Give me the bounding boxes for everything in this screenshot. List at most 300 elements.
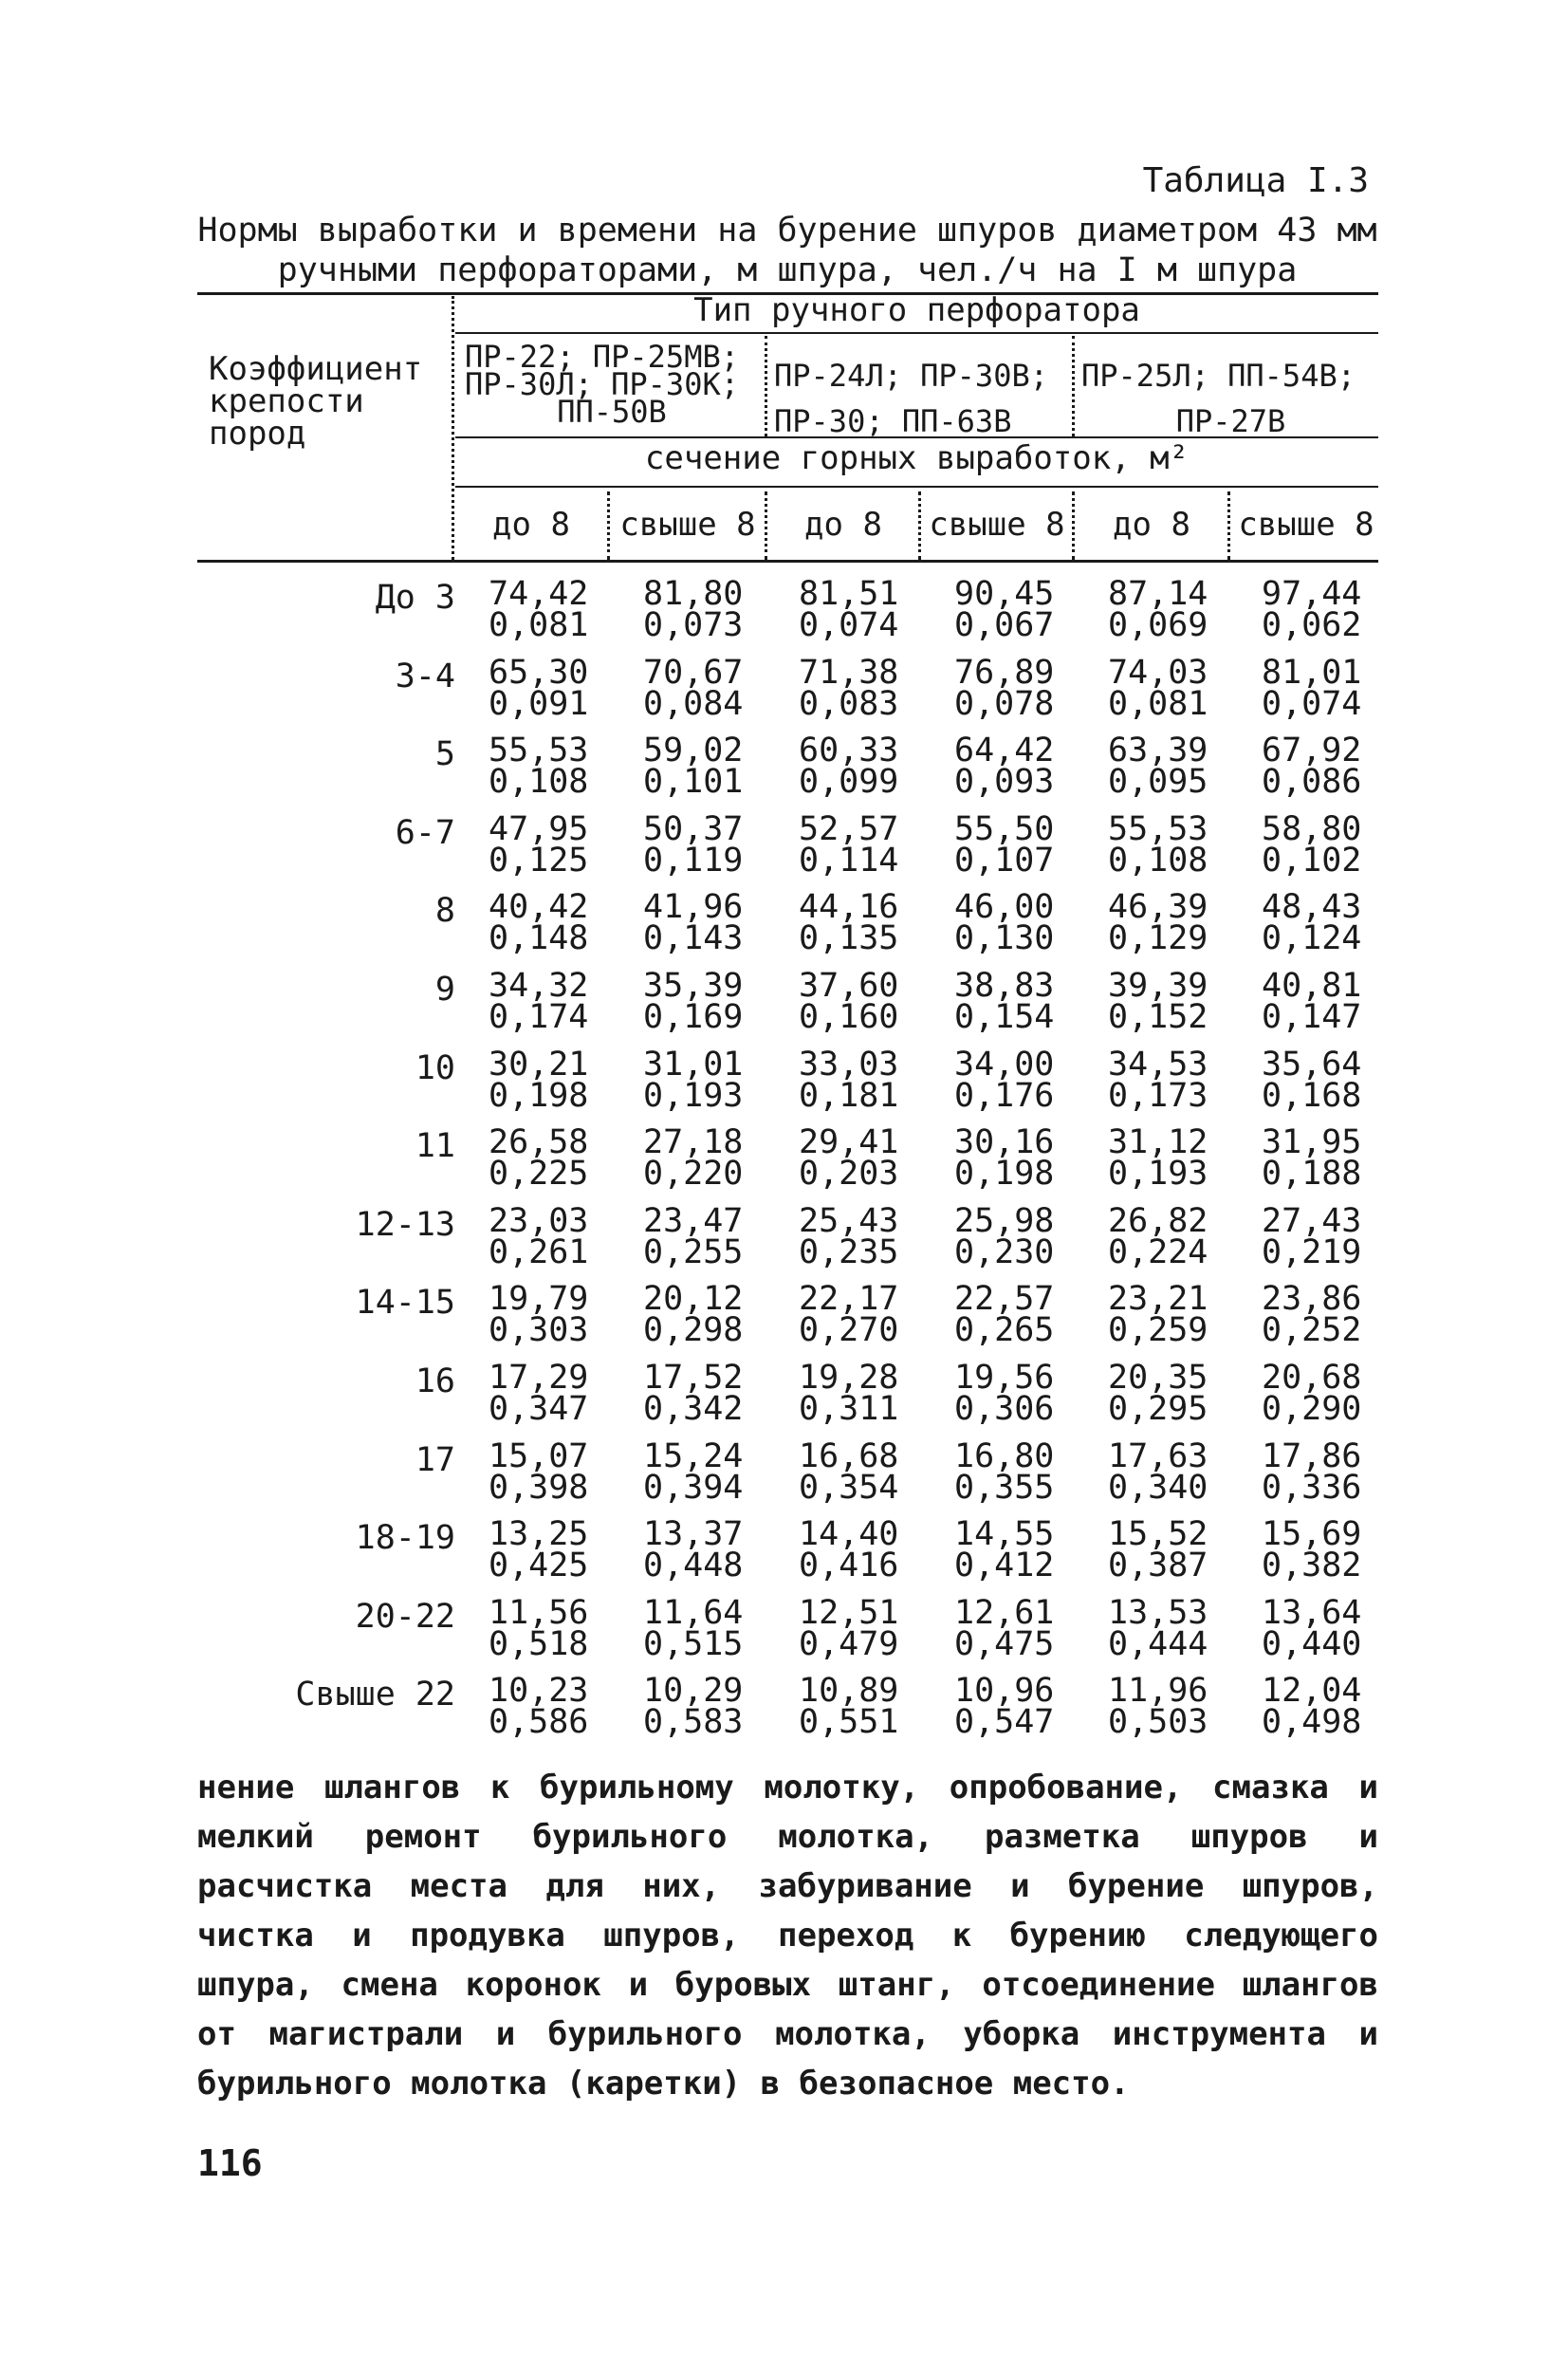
header-separator-main bbox=[452, 296, 454, 560]
norm-value: 55,50 bbox=[954, 810, 1055, 848]
table-cell bbox=[1262, 1123, 1404, 1193]
norm-value: 47,95 bbox=[489, 810, 589, 848]
norm-value: 12,61 bbox=[954, 1594, 1055, 1632]
time-value: 0,252 bbox=[1262, 1311, 1362, 1349]
table-cell bbox=[1262, 1359, 1404, 1428]
table-cell bbox=[799, 575, 941, 644]
norm-value: 17,86 bbox=[1262, 1437, 1362, 1475]
table-cell bbox=[1108, 1672, 1250, 1741]
table-cell bbox=[799, 810, 941, 880]
norm-value: 37,60 bbox=[799, 967, 899, 1005]
time-value: 0,425 bbox=[489, 1547, 589, 1584]
time-value: 0,203 bbox=[799, 1155, 899, 1193]
time-value: 0,130 bbox=[954, 919, 1055, 957]
row-label: 14-15 bbox=[355, 1284, 455, 1322]
perforator-group-3: ПР-25Л; ПП-54В; ПР-27В bbox=[1081, 358, 1356, 439]
norm-value: 34,53 bbox=[1108, 1046, 1208, 1084]
table-cell bbox=[799, 888, 941, 957]
norm-value: 15,24 bbox=[643, 1437, 744, 1475]
norm-value: 15,52 bbox=[1108, 1515, 1208, 1553]
time-value: 0,551 bbox=[799, 1703, 899, 1741]
table-cell bbox=[954, 1046, 1097, 1115]
table-cell bbox=[1262, 1202, 1404, 1271]
time-value: 0,198 bbox=[489, 1077, 589, 1115]
norm-value: 17,52 bbox=[643, 1359, 744, 1397]
time-value: 0,174 bbox=[489, 998, 589, 1036]
norm-value: 81,01 bbox=[1262, 654, 1362, 692]
table-cell bbox=[643, 1437, 785, 1507]
table-cell bbox=[954, 967, 1097, 1036]
time-value: 0,503 bbox=[1108, 1703, 1208, 1741]
header-separator-sub-2 bbox=[765, 491, 767, 560]
sub-header-6: свыше 8 bbox=[1238, 506, 1374, 544]
table-cell bbox=[489, 575, 631, 644]
table-cell bbox=[799, 1123, 941, 1193]
time-value: 0,125 bbox=[489, 842, 589, 880]
norm-value: 81,80 bbox=[643, 575, 744, 613]
time-value: 0,198 bbox=[954, 1155, 1055, 1193]
time-value: 0,354 bbox=[799, 1469, 899, 1507]
time-value: 0,107 bbox=[954, 842, 1055, 880]
norm-value: 19,79 bbox=[489, 1280, 589, 1318]
norm-value: 13,64 bbox=[1262, 1594, 1362, 1632]
time-value: 0,119 bbox=[643, 842, 744, 880]
norm-value: 40,81 bbox=[1262, 967, 1362, 1005]
table-cell bbox=[954, 1437, 1097, 1507]
time-value: 0,518 bbox=[489, 1625, 589, 1663]
time-value: 0,259 bbox=[1108, 1311, 1208, 1349]
table-cell bbox=[1108, 575, 1250, 644]
time-value: 0,124 bbox=[1262, 919, 1362, 957]
table-cell bbox=[799, 1672, 941, 1741]
table-cell bbox=[954, 575, 1097, 644]
time-value: 0,108 bbox=[1108, 842, 1208, 880]
time-value: 0,416 bbox=[799, 1547, 899, 1584]
perforator-group-2: ПР-24Л; ПР-30В; ПР-30; ПП-63В bbox=[774, 358, 1048, 439]
time-value: 0,176 bbox=[954, 1077, 1055, 1115]
time-value: 0,093 bbox=[954, 763, 1055, 801]
norm-value: 12,04 bbox=[1262, 1672, 1362, 1710]
norm-value: 17,63 bbox=[1108, 1437, 1208, 1475]
norm-value: 10,29 bbox=[643, 1672, 744, 1710]
time-value: 0,270 bbox=[799, 1311, 899, 1349]
time-value: 0,340 bbox=[1108, 1469, 1208, 1507]
time-value: 0,193 bbox=[1108, 1155, 1208, 1193]
norm-value: 59,02 bbox=[643, 732, 744, 769]
norm-value: 10,89 bbox=[799, 1672, 899, 1710]
sub-header-4: свыше 8 bbox=[929, 506, 1065, 544]
norm-value: 20,35 bbox=[1108, 1359, 1208, 1397]
time-value: 0,475 bbox=[954, 1625, 1055, 1663]
norm-value: 25,98 bbox=[954, 1202, 1055, 1240]
time-value: 0,193 bbox=[643, 1077, 744, 1115]
table-cell bbox=[799, 654, 941, 723]
norm-value: 55,53 bbox=[1108, 810, 1208, 848]
table-cell bbox=[489, 1123, 631, 1193]
table-cell bbox=[643, 810, 785, 880]
norm-value: 65,30 bbox=[489, 654, 589, 692]
table-cell bbox=[489, 1359, 631, 1428]
time-value: 0,074 bbox=[799, 606, 899, 644]
table-cell bbox=[643, 575, 785, 644]
table-cell bbox=[1108, 810, 1250, 880]
table-cell bbox=[799, 967, 941, 1036]
norm-value: 13,25 bbox=[489, 1515, 589, 1553]
norm-value: 38,83 bbox=[954, 967, 1055, 1005]
caption-line-2: ручными перфораторами, м шпура, чел./ч на I м шпура bbox=[277, 251, 1298, 289]
norm-value: 10,23 bbox=[489, 1672, 589, 1710]
table-cell bbox=[643, 967, 785, 1036]
norm-value: 14,55 bbox=[954, 1515, 1055, 1553]
time-value: 0,135 bbox=[799, 919, 899, 957]
time-value: 0,225 bbox=[489, 1155, 589, 1193]
time-value: 0,173 bbox=[1108, 1077, 1208, 1115]
norm-value: 17,29 bbox=[489, 1359, 589, 1397]
time-value: 0,298 bbox=[643, 1311, 744, 1349]
norm-value: 11,96 bbox=[1108, 1672, 1208, 1710]
time-value: 0,295 bbox=[1108, 1390, 1208, 1428]
time-value: 0,444 bbox=[1108, 1625, 1208, 1663]
norm-value: 90,45 bbox=[954, 575, 1055, 613]
time-value: 0,265 bbox=[954, 1311, 1055, 1349]
row-label: 18-19 bbox=[355, 1519, 455, 1557]
table-cell bbox=[489, 654, 631, 723]
table-cell bbox=[1108, 1046, 1250, 1115]
row-label: 10 bbox=[415, 1049, 455, 1087]
header-separator-group-2 bbox=[1072, 336, 1075, 436]
time-value: 0,440 bbox=[1262, 1625, 1362, 1663]
norm-value: 55,53 bbox=[489, 732, 589, 769]
time-value: 0,152 bbox=[1108, 998, 1208, 1036]
sub-header-5: до 8 bbox=[1113, 506, 1190, 544]
table-cell bbox=[643, 1046, 785, 1115]
table-cell bbox=[1108, 1437, 1250, 1507]
norm-value: 35,39 bbox=[643, 967, 744, 1005]
norm-value: 12,51 bbox=[799, 1594, 899, 1632]
table-cell bbox=[1108, 1280, 1250, 1349]
norm-value: 13,53 bbox=[1108, 1594, 1208, 1632]
norm-value: 23,86 bbox=[1262, 1280, 1362, 1318]
table-cell bbox=[489, 732, 631, 801]
table-cell bbox=[799, 1046, 941, 1115]
table-cell bbox=[489, 1594, 631, 1663]
norm-value: 35,64 bbox=[1262, 1046, 1362, 1084]
norm-value: 48,43 bbox=[1262, 888, 1362, 926]
table-cell bbox=[954, 1594, 1097, 1663]
norm-value: 13,37 bbox=[643, 1515, 744, 1553]
caption-line-1: Нормы выработки и времени на бурение шпуров диаметром 43 мм bbox=[197, 212, 1377, 250]
time-value: 0,143 bbox=[643, 919, 744, 957]
time-value: 0,547 bbox=[954, 1703, 1055, 1741]
table-cell bbox=[954, 1280, 1097, 1349]
norm-value: 11,64 bbox=[643, 1594, 744, 1632]
time-value: 0,067 bbox=[954, 606, 1055, 644]
time-value: 0,081 bbox=[1108, 685, 1208, 723]
time-value: 0,220 bbox=[643, 1155, 744, 1193]
table-cell bbox=[643, 888, 785, 957]
norm-value: 71,38 bbox=[799, 654, 899, 692]
time-value: 0,114 bbox=[799, 842, 899, 880]
row-label: 17 bbox=[415, 1441, 455, 1479]
time-value: 0,078 bbox=[954, 685, 1055, 723]
table-cell bbox=[1262, 1515, 1404, 1584]
table-cell bbox=[1108, 888, 1250, 957]
table-cell bbox=[1262, 1280, 1404, 1349]
table-cell bbox=[643, 1280, 785, 1349]
row-label: 5 bbox=[434, 735, 455, 773]
table-cell bbox=[489, 1280, 631, 1349]
time-value: 0,255 bbox=[643, 1233, 744, 1271]
time-value: 0,412 bbox=[954, 1547, 1055, 1584]
norm-value: 34,00 bbox=[954, 1046, 1055, 1084]
time-value: 0,147 bbox=[1262, 998, 1362, 1036]
table-cell bbox=[643, 1672, 785, 1741]
sub-header-1: до 8 bbox=[492, 506, 570, 544]
table-cell bbox=[799, 732, 941, 801]
norm-value: 81,51 bbox=[799, 575, 899, 613]
time-value: 0,160 bbox=[799, 998, 899, 1036]
time-value: 0,448 bbox=[643, 1547, 744, 1584]
time-value: 0,069 bbox=[1108, 606, 1208, 644]
table-cell bbox=[643, 732, 785, 801]
norm-value: 76,89 bbox=[954, 654, 1055, 692]
norm-value: 26,58 bbox=[489, 1123, 589, 1161]
table-cell bbox=[489, 810, 631, 880]
table-cell bbox=[1262, 654, 1404, 723]
table-cell bbox=[1262, 732, 1404, 801]
norm-value: 58,80 bbox=[1262, 810, 1362, 848]
norm-value: 23,47 bbox=[643, 1202, 744, 1240]
section-title: сечение горных выработок, м² bbox=[644, 439, 1190, 477]
time-value: 0,387 bbox=[1108, 1547, 1208, 1584]
page-number: 116 bbox=[197, 2142, 263, 2184]
table-cell bbox=[643, 1359, 785, 1428]
time-value: 0,224 bbox=[1108, 1233, 1208, 1271]
table-cell bbox=[954, 1202, 1097, 1271]
time-value: 0,498 bbox=[1262, 1703, 1362, 1741]
row-header: Коэффициент крепости пород bbox=[209, 350, 423, 453]
time-value: 0,188 bbox=[1262, 1155, 1362, 1193]
time-value: 0,154 bbox=[954, 998, 1055, 1036]
norm-value: 23,21 bbox=[1108, 1280, 1208, 1318]
table-cell bbox=[1262, 1437, 1404, 1507]
row-label: До 3 bbox=[375, 579, 455, 617]
table-cell bbox=[1262, 967, 1404, 1036]
header-separator-sub-4 bbox=[1072, 491, 1075, 560]
time-value: 0,347 bbox=[489, 1390, 589, 1428]
norm-value: 63,39 bbox=[1108, 732, 1208, 769]
norm-value: 34,32 bbox=[489, 967, 589, 1005]
row-label: Свыше 22 bbox=[295, 1676, 455, 1714]
time-value: 0,148 bbox=[489, 919, 589, 957]
table-cell bbox=[954, 654, 1097, 723]
sub-header-3: до 8 bbox=[804, 506, 882, 544]
norm-value: 40,42 bbox=[489, 888, 589, 926]
row-label: 3-4 bbox=[395, 658, 455, 695]
row-label: 12-13 bbox=[355, 1206, 455, 1244]
table-cell bbox=[799, 1202, 941, 1271]
time-value: 0,129 bbox=[1108, 919, 1208, 957]
time-value: 0,583 bbox=[643, 1703, 744, 1741]
table-cell bbox=[489, 1437, 631, 1507]
time-value: 0,303 bbox=[489, 1311, 589, 1349]
header-separator-sub-3 bbox=[918, 491, 921, 560]
row-label: 20-22 bbox=[355, 1598, 455, 1636]
time-value: 0,394 bbox=[643, 1469, 744, 1507]
table-cell bbox=[1262, 1672, 1404, 1741]
table-caption bbox=[190, 211, 1385, 290]
norm-value: 20,68 bbox=[1262, 1359, 1362, 1397]
time-value: 0,083 bbox=[799, 685, 899, 723]
table-cell bbox=[489, 1672, 631, 1741]
sub-header-2: свыше 8 bbox=[619, 506, 756, 544]
time-value: 0,062 bbox=[1262, 606, 1362, 644]
row-label: 9 bbox=[434, 971, 455, 1009]
norm-value: 39,39 bbox=[1108, 967, 1208, 1005]
table-cell bbox=[643, 1594, 785, 1663]
norm-value: 46,00 bbox=[954, 888, 1055, 926]
norm-value: 11,56 bbox=[489, 1594, 589, 1632]
norm-value: 26,82 bbox=[1108, 1202, 1208, 1240]
table-cell bbox=[1108, 654, 1250, 723]
time-value: 0,084 bbox=[643, 685, 744, 723]
table-cell bbox=[954, 1515, 1097, 1584]
table-cell bbox=[1108, 1594, 1250, 1663]
time-value: 0,219 bbox=[1262, 1233, 1362, 1271]
time-value: 0,108 bbox=[489, 763, 589, 801]
table-label: Таблица I.3 bbox=[1142, 161, 1369, 200]
table-cell bbox=[1108, 1359, 1250, 1428]
time-value: 0,081 bbox=[489, 606, 589, 644]
table-cell bbox=[954, 888, 1097, 957]
table-cell bbox=[1262, 575, 1404, 644]
norm-value: 16,80 bbox=[954, 1437, 1055, 1475]
table-cell bbox=[799, 1280, 941, 1349]
body-text: нение шлангов к бурильному молотку, опробование, смазка и мелкий ремонт бурильного молотка, разметка шпуров и расчистка места для них, забуривание и бурение шпуров, чистка и продувка шпуров, переход к бурению следующего шпура, смена коронок и буровых штанг, отсоединение шлангов от магистрали и бурильного молотка, уборка инструмента и бурильного молотка (каретки) в безопасное место. bbox=[197, 1769, 1378, 2103]
type-title-rule bbox=[455, 332, 1378, 334]
table-cell bbox=[643, 1515, 785, 1584]
norm-value: 15,07 bbox=[489, 1437, 589, 1475]
header-separator-group-1 bbox=[765, 336, 767, 436]
time-value: 0,261 bbox=[489, 1233, 589, 1271]
norm-value: 46,39 bbox=[1108, 888, 1208, 926]
perforator-type-title: Тип ручного перфоратора bbox=[693, 291, 1140, 329]
norm-value: 23,03 bbox=[489, 1202, 589, 1240]
time-value: 0,074 bbox=[1262, 685, 1362, 723]
norm-value: 27,43 bbox=[1262, 1202, 1362, 1240]
time-value: 0,479 bbox=[799, 1625, 899, 1663]
norm-value: 14,40 bbox=[799, 1515, 899, 1553]
table-cell bbox=[1262, 1046, 1404, 1115]
norm-value: 20,12 bbox=[643, 1280, 744, 1318]
time-value: 0,382 bbox=[1262, 1547, 1362, 1584]
table-cell bbox=[799, 1594, 941, 1663]
time-value: 0,102 bbox=[1262, 842, 1362, 880]
norm-value: 70,67 bbox=[643, 654, 744, 692]
table-cell bbox=[954, 732, 1097, 801]
norm-value: 16,68 bbox=[799, 1437, 899, 1475]
time-value: 0,290 bbox=[1262, 1390, 1362, 1428]
row-label: 11 bbox=[415, 1127, 455, 1165]
header-separator-sub-1 bbox=[607, 491, 610, 560]
table-cell bbox=[489, 1515, 631, 1584]
time-value: 0,181 bbox=[799, 1077, 899, 1115]
norm-value: 33,03 bbox=[799, 1046, 899, 1084]
norm-value: 74,03 bbox=[1108, 654, 1208, 692]
norm-value: 31,01 bbox=[643, 1046, 744, 1084]
row-label: 6-7 bbox=[395, 814, 455, 852]
time-value: 0,095 bbox=[1108, 763, 1208, 801]
table-cell bbox=[643, 654, 785, 723]
norm-value: 44,16 bbox=[799, 888, 899, 926]
time-value: 0,235 bbox=[799, 1233, 899, 1271]
time-value: 0,586 bbox=[489, 1703, 589, 1741]
row-label: 8 bbox=[434, 892, 455, 930]
time-value: 0,169 bbox=[643, 998, 744, 1036]
header-separator-sub-5 bbox=[1227, 491, 1230, 560]
norm-value: 19,28 bbox=[799, 1359, 899, 1397]
norm-value: 60,33 bbox=[799, 732, 899, 769]
table-cell bbox=[1108, 967, 1250, 1036]
norm-value: 10,96 bbox=[954, 1672, 1055, 1710]
time-value: 0,515 bbox=[643, 1625, 744, 1663]
norm-value: 25,43 bbox=[799, 1202, 899, 1240]
time-value: 0,073 bbox=[643, 606, 744, 644]
norm-value: 22,57 bbox=[954, 1280, 1055, 1318]
table-cell bbox=[954, 1672, 1097, 1741]
time-value: 0,230 bbox=[954, 1233, 1055, 1271]
norm-value: 50,37 bbox=[643, 810, 744, 848]
norm-value: 67,92 bbox=[1262, 732, 1362, 769]
norm-value: 22,17 bbox=[799, 1280, 899, 1318]
table-cell bbox=[1262, 888, 1404, 957]
table-cell bbox=[799, 1515, 941, 1584]
table-cell bbox=[799, 1359, 941, 1428]
time-value: 0,086 bbox=[1262, 763, 1362, 801]
table-cell bbox=[954, 1359, 1097, 1428]
table-cell bbox=[1108, 1515, 1250, 1584]
section-title-rule bbox=[455, 486, 1378, 488]
table-cell bbox=[1108, 732, 1250, 801]
table-cell bbox=[1262, 1594, 1404, 1663]
table-cell bbox=[643, 1202, 785, 1271]
header-bottom-rule bbox=[197, 560, 1378, 563]
perforator-group-1: ПР-22; ПР-25МВ; ПР-30Л; ПР-30К; ПП-50В bbox=[465, 339, 739, 430]
norm-value: 52,57 bbox=[799, 810, 899, 848]
time-value: 0,311 bbox=[799, 1390, 899, 1428]
table-cell bbox=[489, 1202, 631, 1271]
table-cell bbox=[1108, 1202, 1250, 1271]
time-value: 0,355 bbox=[954, 1469, 1055, 1507]
row-label: 16 bbox=[415, 1362, 455, 1400]
time-value: 0,336 bbox=[1262, 1469, 1362, 1507]
norm-value: 15,69 bbox=[1262, 1515, 1362, 1553]
norm-value: 41,96 bbox=[643, 888, 744, 926]
table-cell bbox=[643, 1123, 785, 1193]
time-value: 0,099 bbox=[799, 763, 899, 801]
table-cell bbox=[799, 1437, 941, 1507]
time-value: 0,398 bbox=[489, 1469, 589, 1507]
time-value: 0,168 bbox=[1262, 1077, 1362, 1115]
table-cell bbox=[489, 967, 631, 1036]
norm-value: 87,14 bbox=[1108, 575, 1208, 613]
norm-value: 30,16 bbox=[954, 1123, 1055, 1161]
table-cell bbox=[1262, 810, 1404, 880]
table-cell bbox=[954, 810, 1097, 880]
norm-value: 27,18 bbox=[643, 1123, 744, 1161]
table-cell bbox=[489, 888, 631, 957]
norm-value: 19,56 bbox=[954, 1359, 1055, 1397]
